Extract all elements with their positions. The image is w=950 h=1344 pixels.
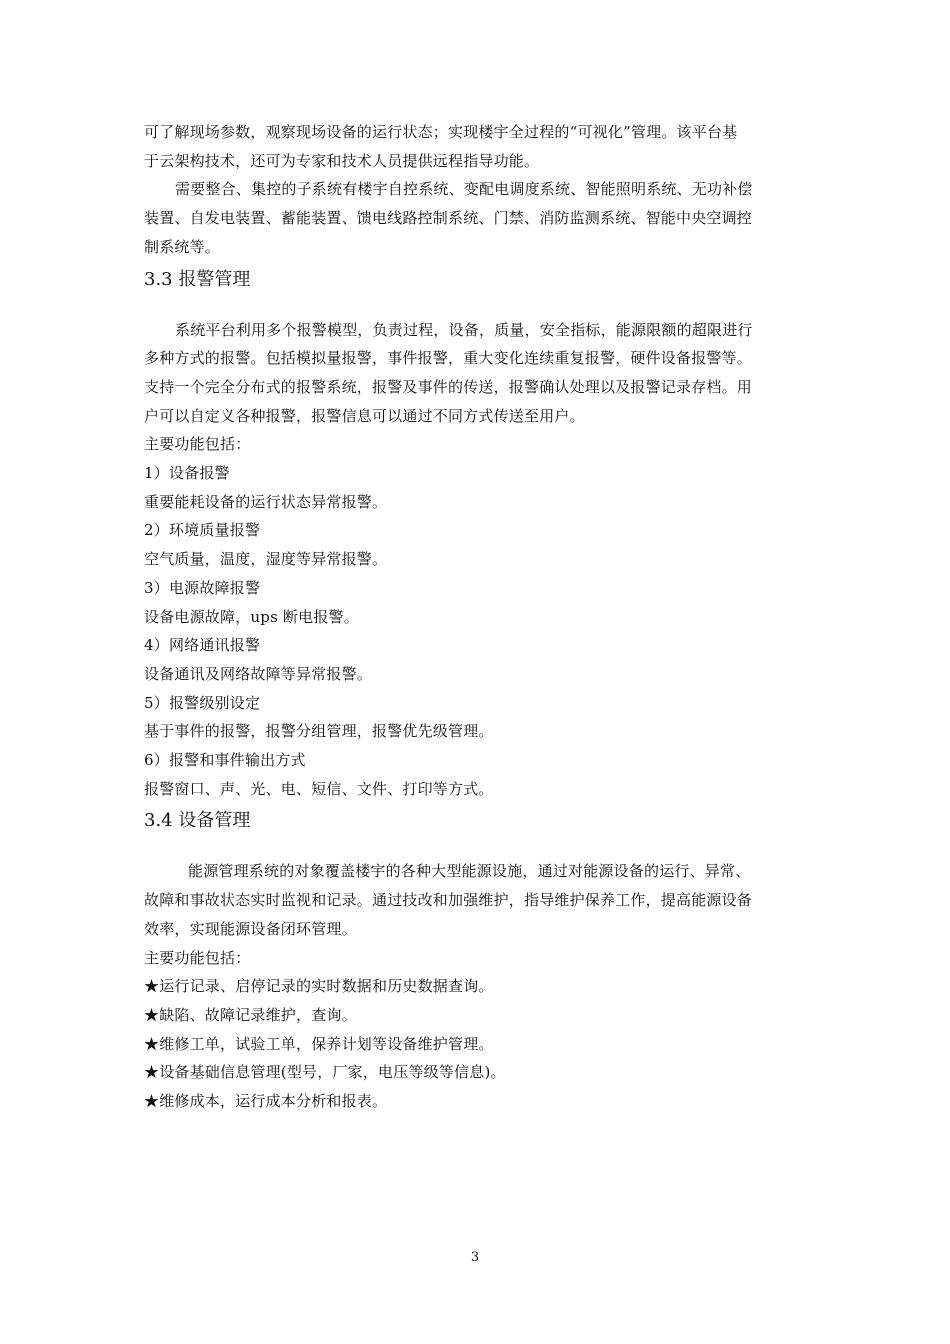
- spacer: [144, 837, 812, 857]
- alarm-item-title: 1）设备报警: [144, 464, 230, 483]
- alarm-item-desc: 空气质量，温度，湿度等异常报警。: [144, 550, 388, 569]
- paragraph-line: 需要整合、集控的子系统有楼宇自控系统、变配电调度系统、智能照明系统、无功补偿: [175, 180, 753, 199]
- paragraph-line: 制系统等。: [144, 237, 221, 256]
- bullet-item: ★维修成本，运行成本分析和报表。: [144, 1092, 388, 1111]
- alarm-item-title: 2）环境质量报警: [144, 521, 261, 540]
- paragraph-line: 户可以自定义各种报警，报警信息可以通过不同方式传送至用户。: [144, 406, 585, 425]
- functions-label: 主要功能包括：: [144, 435, 251, 454]
- paragraph-line: 能源管理系统的对象覆盖楼宇的各种大型能源设施，通过对能源设备的运行、异常、: [188, 862, 751, 881]
- alarm-item-title: 3）电源故障报警: [144, 578, 261, 597]
- bullet-item: ★运行记录、启停记录的实时数据和历史数据查询。: [144, 977, 494, 996]
- bullet-item: ★维修工单，试验工单，保养计划等设备维护管理。: [144, 1034, 494, 1053]
- paragraph-line: 于云架构技术，还可为专家和技术人员提供远程指导功能。: [144, 151, 540, 170]
- paragraph-line: 故障和事故状态实时监视和记录。通过技改和加强维护，指导维护保养工作，提高能源设备: [144, 891, 753, 910]
- bullet-item: ★缺陷、故障记录维护，查询。: [144, 1005, 357, 1024]
- bullet-item: ★设备基础信息管理(型号，厂家，电压等级等信息)。: [144, 1063, 506, 1082]
- paragraph-line: 系统平台利用多个报警模型，负责过程，设备，质量，安全指标，能源限额的超限进行: [175, 320, 753, 339]
- paragraph-line: 可了解现场参数，观察现场设备的运行状态；实现楼宇全过程的“可视化”管理。该平台基: [144, 123, 738, 141]
- paragraph-line: 多种方式的报警。包括模拟量报警，事件报警，重大变化连续重复报警，硬件设备报警等。: [144, 349, 753, 368]
- alarm-item-desc: 设备通讯及网络故障等异常报警。: [144, 664, 373, 683]
- page-number: 3: [470, 1250, 480, 1265]
- section-heading-3-4: 3.4 设备管理: [144, 810, 251, 832]
- alarm-item-desc: 基于事件的报警，报警分组管理，报警优先级管理。: [144, 722, 494, 741]
- functions-label: 主要功能包括：: [144, 948, 251, 967]
- alarm-item-title: 4）网络通讯报警: [144, 636, 261, 655]
- alarm-item-desc: 设备电源故障，ups 断电报警。: [144, 607, 359, 626]
- alarm-item-desc: 重要能耗设备的运行状态异常报警。: [144, 492, 388, 511]
- paragraph-line: 支持一个完全分布式的报警系统，报警及事件的传送，报警确认处理以及报警记录存档。用: [144, 377, 753, 396]
- alarm-item-desc: 报警窗口、声、光、电、短信、文件、打印等方式。: [144, 779, 494, 798]
- spacer: [144, 296, 812, 316]
- alarm-item-title: 6）报警和事件输出方式: [144, 751, 306, 770]
- section-heading-3-3: 3.3 报警管理: [144, 268, 251, 290]
- page-content: [144, 118, 812, 1116]
- alarm-item-title: 5）报警级别设定: [144, 693, 261, 712]
- paragraph-line: 装置、自发电装置、蓄能装置、馈电线路控制系统、门禁、消防监测系统、智能中央空调控: [144, 209, 753, 228]
- paragraph-line: 效率，实现能源设备闭环管理。: [144, 919, 357, 938]
